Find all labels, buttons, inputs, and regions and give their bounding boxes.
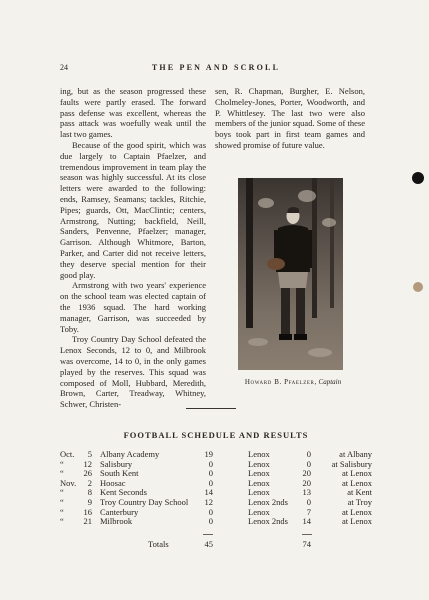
schedule-opponent: Milbrook — [100, 516, 133, 527]
schedule-row — [60, 516, 372, 526]
schedule-lenox-score: 14 — [302, 516, 311, 527]
schedule-lenox-score: 0 — [306, 449, 311, 459]
schedule-lenox-score: 20 — [302, 477, 311, 488]
schedule-opponent: Hoosac — [100, 477, 126, 488]
schedule-location: at Lenox — [342, 516, 372, 527]
player-figure — [238, 178, 343, 370]
schedule-row — [60, 459, 372, 469]
schedule-month: Nov. — [60, 477, 77, 488]
sum-line — [203, 534, 213, 535]
schedule-opponent: Troy Country Day School — [100, 496, 189, 507]
schedule-row — [60, 507, 372, 517]
schedule-day: 12 — [83, 458, 92, 469]
page-number: 24 — [60, 63, 68, 72]
schedule-opponent-score: 19 — [204, 449, 213, 459]
schedule-day: 21 — [83, 516, 92, 527]
schedule-month: Oct. — [60, 449, 75, 459]
schedule-opponent: South Kent — [100, 468, 139, 479]
photo-caption — [228, 378, 358, 386]
schedule-team: Lenox 2nds — [248, 516, 288, 527]
paragraph: Troy Country Day School defeated the Lenox Seconds, 12 to 0, and Milbrook was overcome, 14 to 0, in the only games played by the reserves. This squad was composed of Moll, Hubbard, Meredith, Brown, Carter, Treadway, Whitney, Schwer, Christen- — [60, 334, 206, 410]
schedule-opponent-score: 0 — [208, 468, 213, 479]
right-text-column — [215, 86, 365, 151]
schedule-location: at Salisbury — [331, 458, 372, 469]
schedule-team: Lenox — [248, 449, 270, 459]
schedule-lenox-score: 7 — [306, 506, 311, 517]
schedule-opponent-score: 0 — [208, 458, 213, 469]
schedule-lenox-score: 0 — [306, 496, 311, 507]
schedule-location: at Lenox — [342, 506, 372, 517]
schedule-row — [60, 449, 372, 459]
schedule-month: “ — [60, 468, 64, 479]
schedule-month: “ — [60, 506, 64, 517]
schedule-lenox-score: 20 — [302, 468, 311, 479]
schedule-row — [60, 497, 372, 507]
schedule-team: Lenox — [248, 458, 270, 469]
caption-role: Captain — [318, 378, 342, 386]
schedule-day: 8 — [87, 487, 92, 498]
schedule-month: “ — [60, 496, 64, 507]
schedule-row — [60, 487, 372, 497]
schedule-day: 9 — [87, 496, 92, 507]
schedule-team: Lenox 2nds — [248, 496, 288, 507]
totals-label: Totals — [148, 539, 169, 549]
opponent-total: 45 — [204, 539, 213, 549]
sum-line — [302, 534, 312, 535]
schedule-location: at Lenox — [342, 468, 372, 479]
paragraph: Armstrong with two years' experience on the school team was elected captain of the 1936 squad. The hard working manager, Garrison, was succeeded by Toby. — [60, 280, 206, 334]
schedule-team: Lenox — [248, 487, 270, 498]
caption-name: Howard B. Pfaelzer, — [244, 378, 317, 386]
schedule-lenox-score: 0 — [306, 458, 311, 469]
running-title: THE PEN AND SCROLL — [151, 63, 281, 72]
schedule-location: at Kent — [347, 487, 372, 498]
schedule-day: 5 — [87, 449, 92, 459]
schedule-table — [60, 449, 372, 526]
schedule-location: at Lenox — [342, 477, 372, 488]
binder-hole — [412, 172, 424, 184]
schedule-location: at Troy — [347, 496, 372, 507]
schedule-location: at Albany — [339, 449, 372, 459]
schedule-day: 2 — [87, 477, 92, 488]
schedule-row — [60, 478, 372, 488]
captain-photo — [238, 178, 343, 370]
page-header — [60, 63, 372, 75]
schedule-month: “ — [60, 487, 64, 498]
schedule-month: “ — [60, 458, 64, 469]
lenox-total: 74 — [302, 539, 311, 549]
schedule-opponent: Kent Seconds — [100, 487, 147, 498]
schedule-month: “ — [60, 516, 64, 527]
schedule-opponent-score: 0 — [208, 516, 213, 527]
schedule-team: Lenox — [248, 506, 270, 517]
schedule-day: 16 — [83, 506, 92, 517]
section-divider — [186, 408, 236, 409]
schedule-lenox-score: 13 — [302, 487, 311, 498]
paragraph: sen, R. Chapman, Burgher, E. Nelson, Cholmeley-Jones, Porter, Woodworth, and P. Whittlesey. The last two were also members of the junior squad. Some of these boys took part in first team games and showed promise of future value. — [215, 86, 365, 150]
binder-hole — [413, 282, 423, 292]
schedule-opponent-score: 14 — [204, 487, 213, 498]
schedule-opponent: Canterbury — [100, 506, 139, 517]
schedule-opponent-score: 0 — [208, 506, 213, 517]
schedule-opponent: Albany Academy — [100, 449, 160, 459]
schedule-team: Lenox — [248, 477, 270, 488]
paragraph: ing, but as the season progressed these faults were partly erased. The forward pass defense was excellent, whereas the pass attack was woefully weak until the last two games. — [60, 86, 206, 140]
schedule-day: 26 — [83, 468, 92, 479]
schedule-row — [60, 468, 372, 478]
schedule-opponent-score: 0 — [208, 477, 213, 488]
paragraph: Because of the good spirit, which was due largely to Captain Pfaelzer, and tremendous improvement in team play the season was highly successful. At its close letters were awarded to the following: ends, Ramsey, Seamans; tackles, Ritchie, Pipes; guards, Ott, MacClintic; centers, Armstrong, Nutting; backfield, Neill, Sanders, Penvenne, Pfaelzer; manager, Garrison. Although Whitmore, Barton, Parker, and Carter did not receive letters, they deserve special mention for their good play. — [60, 139, 206, 280]
schedule-opponent: Salisbury — [100, 458, 133, 469]
left-text-column — [60, 86, 206, 410]
schedule-team: Lenox — [248, 468, 270, 479]
schedule-title: FOOTBALL SCHEDULE AND RESULTS — [123, 430, 309, 440]
schedule-opponent-score: 12 — [204, 496, 213, 507]
